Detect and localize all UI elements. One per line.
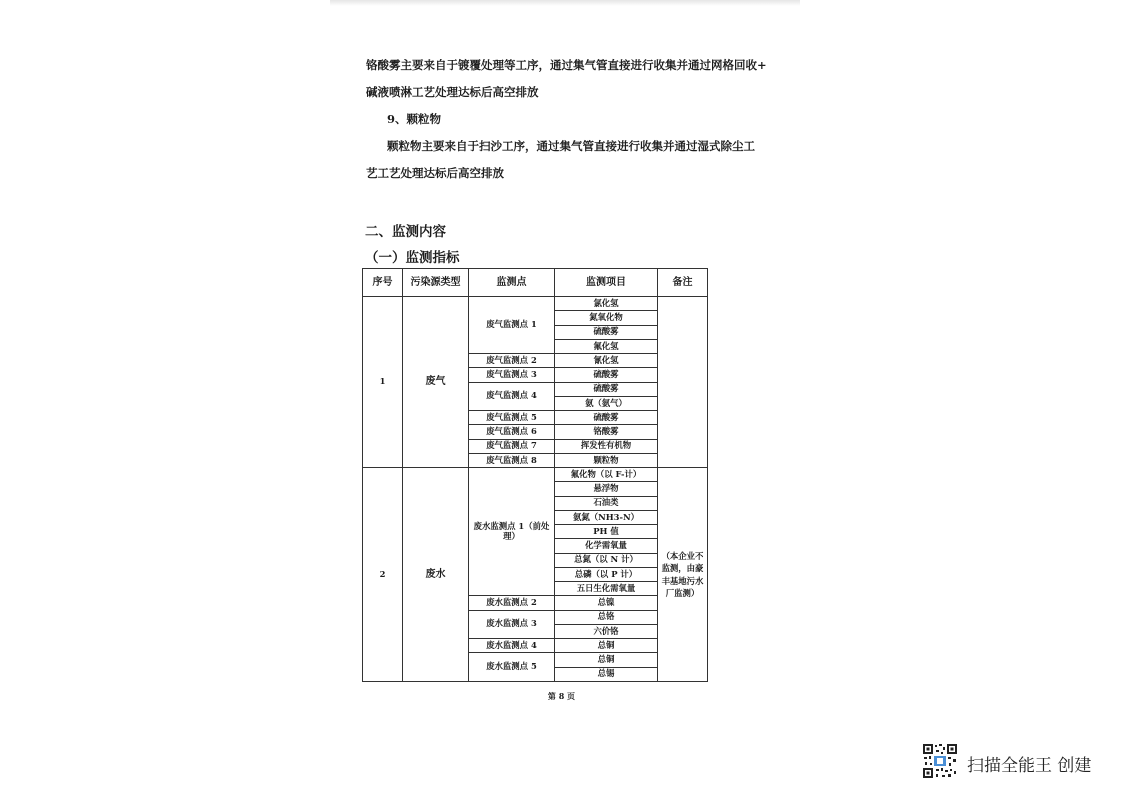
table-row [363, 297, 708, 311]
monitoring-table [362, 268, 708, 682]
section-heading: 二、监测内容 [365, 224, 446, 240]
cell-monitor-point: 废气监测点 4 [469, 382, 555, 411]
qr-code-icon [922, 743, 958, 779]
cell-monitor-item: 化学需氧量 [555, 539, 658, 553]
scanner-text: 扫描全能王 创建 [967, 756, 1092, 776]
cell-monitor-item: 硫酸雾 [555, 382, 658, 396]
cell-remark [658, 297, 708, 468]
cell-monitor-item: 五日生化需氧量 [555, 582, 658, 596]
cell-monitor-item: 氨氮（NH3-N） [555, 510, 658, 524]
cell-monitor-point: 废气监测点 3 [469, 368, 555, 382]
cell-remark: （本企业不监测，由豪丰基地污水厂监测） [658, 468, 708, 682]
cell-monitor-point: 废水监测点 4 [469, 639, 555, 653]
paragraph-chromic-acid-mist-cont: 碱液喷淋工艺处理达标后高空排放 [366, 85, 539, 99]
table-header-row [363, 269, 708, 297]
page-number: 第 8 页 [547, 691, 576, 701]
subsection-heading: （一）监测指标 [365, 250, 460, 266]
cell-monitor-point: 废水监测点 2 [469, 596, 555, 610]
paragraph-chromic-acid-mist: 铬酸雾主要来自于镀覆处理等工序，通过集气管直接进行收集并通过网格回收+ [366, 58, 767, 72]
cell-monitor-item: 颗粒物 [555, 453, 658, 467]
header-type: 污染源类型 [403, 269, 469, 297]
cell-monitor-point: 废气监测点 2 [469, 354, 555, 368]
cell-monitor-point: 废水监测点 1（前处理） [469, 468, 555, 596]
cell-monitor-point: 废气监测点 5 [469, 411, 555, 425]
cell-monitor-item: 总铬 [555, 610, 658, 624]
cell-monitor-item: 氨（氨气） [555, 396, 658, 410]
cell-monitor-item: 总氮（以 N 计） [555, 553, 658, 567]
cell-monitor-point: 废水监测点 5 [469, 653, 555, 682]
cell-monitor-item: 硫酸雾 [555, 411, 658, 425]
cell-source-type: 废水 [403, 468, 469, 682]
cell-monitor-item: 挥发性有机物 [555, 439, 658, 453]
cell-monitor-item: 铬酸雾 [555, 425, 658, 439]
cell-monitor-item: 六价铬 [555, 624, 658, 638]
cell-monitor-item: 石油类 [555, 496, 658, 510]
item-heading-particulate: 9、颗粒物 [387, 112, 442, 126]
cell-monitor-point: 废水监测点 3 [469, 610, 555, 639]
cell-group-no: 2 [363, 468, 403, 682]
cell-monitor-point: 废气监测点 8 [469, 453, 555, 467]
header-no: 序号 [363, 269, 403, 297]
cell-source-type: 废气 [403, 297, 469, 468]
cell-monitor-point: 废气监测点 6 [469, 425, 555, 439]
cell-monitor-item: 总锡 [555, 667, 658, 682]
cell-monitor-item: 氮氧化物 [555, 311, 658, 325]
scan-top-edge [330, 0, 800, 6]
cell-monitor-item: 总磷（以 P 计） [555, 567, 658, 581]
cell-monitor-item: 氟化氢 [555, 339, 658, 353]
cell-monitor-item: 悬浮物 [555, 482, 658, 496]
cell-group-no: 1 [363, 297, 403, 468]
table-body [363, 297, 708, 682]
table-row [363, 468, 708, 482]
header-remark: 备注 [658, 269, 708, 297]
cell-monitor-item: 硫酸雾 [555, 325, 658, 339]
scanner-watermark [922, 743, 1112, 781]
cell-monitor-item: PH 值 [555, 525, 658, 539]
header-point: 监测点 [469, 269, 555, 297]
cell-monitor-item: 氯化氢 [555, 297, 658, 311]
header-item: 监测项目 [555, 269, 658, 297]
cell-monitor-item: 硫酸雾 [555, 368, 658, 382]
paragraph-particulate-cont: 艺工艺处理达标后高空排放 [366, 166, 504, 180]
cell-monitor-item: 氰化氢 [555, 354, 658, 368]
paragraph-particulate: 颗粒物主要来自于扫沙工序，通过集气管直接进行收集并通过湿式除尘工 [387, 139, 755, 153]
cell-monitor-point: 废气监测点 7 [469, 439, 555, 453]
cell-monitor-item: 总镍 [555, 596, 658, 610]
cell-monitor-item: 氟化物（以 F-计） [555, 468, 658, 482]
cell-monitor-item: 总铜 [555, 653, 658, 667]
cell-monitor-item: 总铜 [555, 639, 658, 653]
cell-monitor-point: 废气监测点 1 [469, 297, 555, 354]
